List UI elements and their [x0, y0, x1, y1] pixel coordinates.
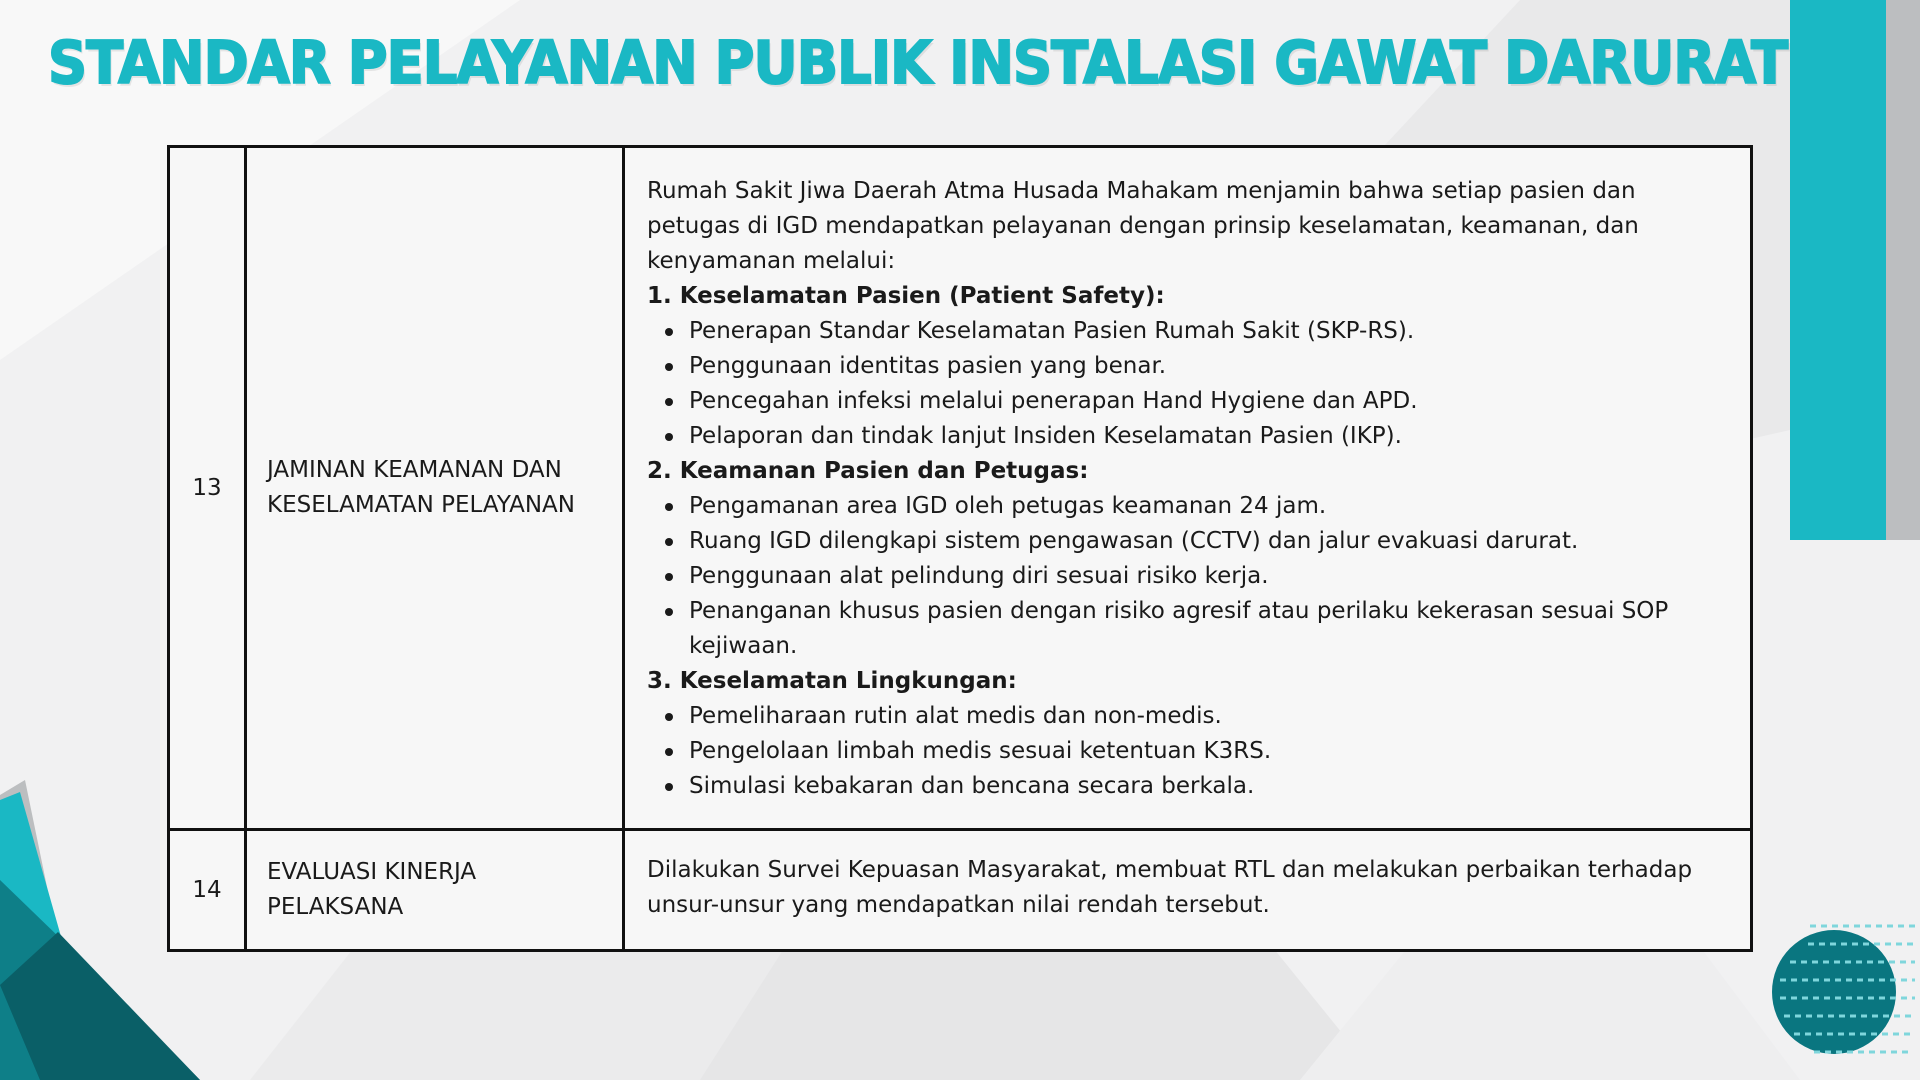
list-item: Simulasi kebakaran dan bencana secara berkala. — [689, 769, 1726, 804]
description-intro: Rumah Sakit Jiwa Daerah Atma Husada Mahakam menjamin bahwa setiap pasien dan petugas di IGD mendapatkan pelayanan dengan prinsip keselamatan, keamanan, dan kenyamanan melalui: — [647, 178, 1639, 274]
page-title: STANDAR PELAYANAN PUBLIK INSTALASI GAWAT DARURAT — [48, 28, 1788, 97]
row-number: 13 — [169, 147, 246, 830]
list-item: Penggunaan identitas pasien yang benar. — [689, 349, 1726, 384]
list-item: Pelaporan dan tindak lanjut Insiden Keselamatan Pasien (IKP). — [689, 419, 1726, 454]
security-list — [647, 489, 1726, 664]
list-item: Penanganan khusus pasien dengan risiko agresif atau perilaku kekerasan sesuai SOP kejiwaan. — [689, 594, 1726, 664]
list-item: Ruang IGD dilengkapi sistem pengawasan (CCTV) dan jalur evakuasi darurat. — [689, 524, 1726, 559]
component-name: JAMINAN KEAMANAN DAN KESELAMATAN PELAYANAN — [246, 147, 624, 830]
list-item: Pencegahan infeksi melalui penerapan Hand Hygiene dan APD. — [689, 384, 1726, 419]
teal-accent-bar — [1790, 0, 1886, 540]
gray-accent-bar — [1886, 0, 1920, 540]
list-item: Pengelolaan limbah medis sesuai ketentuan K3RS. — [689, 734, 1726, 769]
service-standard-table — [167, 145, 1753, 952]
dotted-circle-icon — [1770, 908, 1920, 1058]
patient-safety-list — [647, 314, 1726, 454]
table-row — [169, 830, 1752, 951]
environment-list — [647, 699, 1726, 804]
component-description — [624, 147, 1752, 830]
section-title-environment: 3. Keselamatan Lingkungan: — [647, 668, 1017, 694]
component-description: Dilakukan Survei Kepuasan Masyarakat, membuat RTL dan melakukan perbaikan terhadap unsur-unsur yang mendapatkan nilai rendah tersebut. — [624, 830, 1752, 951]
section-title-patient-safety: 1. Keselamatan Pasien (Patient Safety): — [647, 283, 1165, 309]
table-row — [169, 147, 1752, 830]
list-item: Penggunaan alat pelindung diri sesuai risiko kerja. — [689, 559, 1726, 594]
section-title-security: 2. Keamanan Pasien dan Petugas: — [647, 458, 1089, 484]
list-item: Pemeliharaan rutin alat medis dan non-medis. — [689, 699, 1726, 734]
list-item: Pengamanan area IGD oleh petugas keamanan 24 jam. — [689, 489, 1726, 524]
component-name: EVALUASI KINERJA PELAKSANA — [246, 830, 624, 951]
list-item: Penerapan Standar Keselamatan Pasien Rumah Sakit (SKP-RS). — [689, 314, 1726, 349]
row-number: 14 — [169, 830, 246, 951]
